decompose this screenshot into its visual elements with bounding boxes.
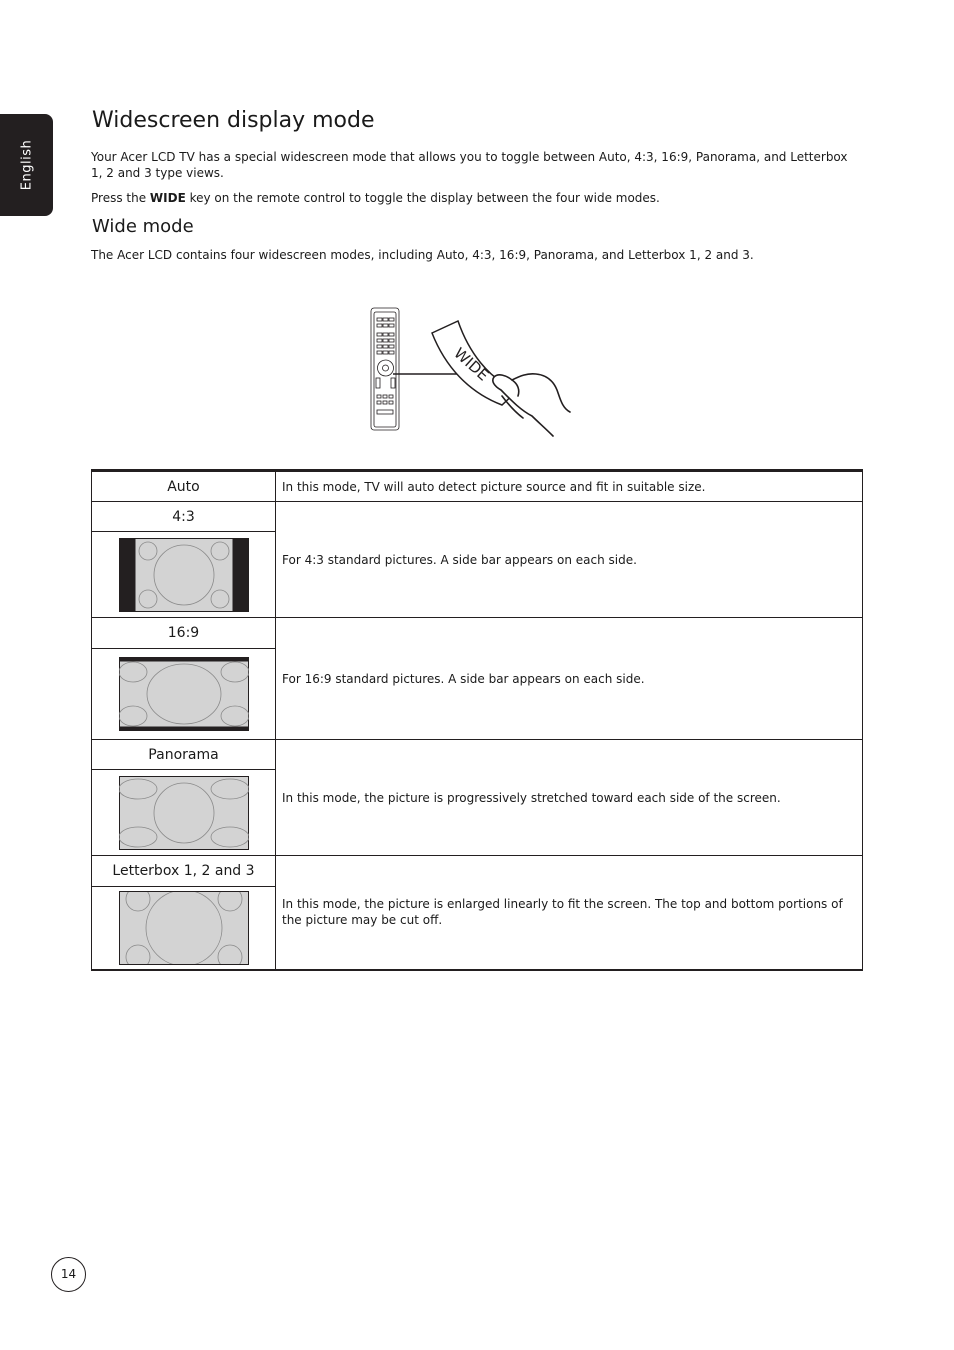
mode-name-panorama: Panorama <box>92 740 276 770</box>
press-wide-paragraph <box>91 190 861 206</box>
press-suffix: key on the remote control to toggle the display between the four wide modes. <box>185 191 660 205</box>
mode-description-16-9: For 16:9 standard pictures. A side bar appears on each side. <box>276 618 863 740</box>
remote-wide-illustration <box>360 300 590 440</box>
press-prefix: Press the <box>91 191 150 205</box>
screen-panorama-icon <box>119 776 249 850</box>
mode-description-auto: In this mode, TV will auto detect picture source and fit in suitable size. <box>276 471 863 502</box>
table-row <box>92 740 863 770</box>
remote-control-icon <box>371 308 399 430</box>
mode-description-letterbox: In this mode, the picture is enlarged linearly to fit the screen. The top and bottom portions of the picture may be cut off. <box>276 856 863 970</box>
language-tab <box>0 114 53 216</box>
mode-name-auto: Auto <box>92 471 276 502</box>
mode-name-letterbox: Letterbox 1, 2 and 3 <box>92 856 276 887</box>
wide-banner-label: WIDE <box>450 344 493 385</box>
mode-picture-cell-4-3 <box>92 532 276 618</box>
table-row <box>92 502 863 532</box>
section-paragraph: The Acer LCD contains four widescreen modes, including Auto, 4:3, 16:9, Panorama, and Letterbox 1, 2 and 3. <box>91 248 754 262</box>
table-row <box>92 856 863 887</box>
screen-16-9-icon <box>119 657 249 731</box>
page-title: Widescreen display mode <box>92 108 375 133</box>
mode-picture-cell-16-9 <box>92 649 276 740</box>
hand-icon <box>493 374 570 436</box>
table-row <box>92 471 863 502</box>
mode-description-panorama: In this mode, the picture is progressively stretched toward each side of the screen. <box>276 740 863 856</box>
mode-name-16-9: 16:9 <box>92 618 276 649</box>
mode-picture-cell-letterbox <box>92 887 276 970</box>
intro-paragraph: Your Acer LCD TV has a special widescreen mode that allows you to toggle between Auto, 4:3, 16:9, Panorama, and Letterbox 1, 2 and 3 type views. <box>91 150 848 180</box>
table-row <box>92 618 863 649</box>
language-label: English <box>19 139 34 191</box>
screen-4-3-icon <box>119 538 249 612</box>
page-number: 14 <box>51 1257 86 1292</box>
section-title: Wide mode <box>92 216 194 237</box>
screen-letterbox-icon <box>119 891 249 965</box>
mode-name-4-3: 4:3 <box>92 502 276 532</box>
wide-key-label: WIDE <box>149 191 186 205</box>
mode-picture-cell-panorama <box>92 770 276 856</box>
mode-description-4-3: For 4:3 standard pictures. A side bar appears on each side. <box>276 502 863 618</box>
wide-mode-table <box>91 469 863 971</box>
